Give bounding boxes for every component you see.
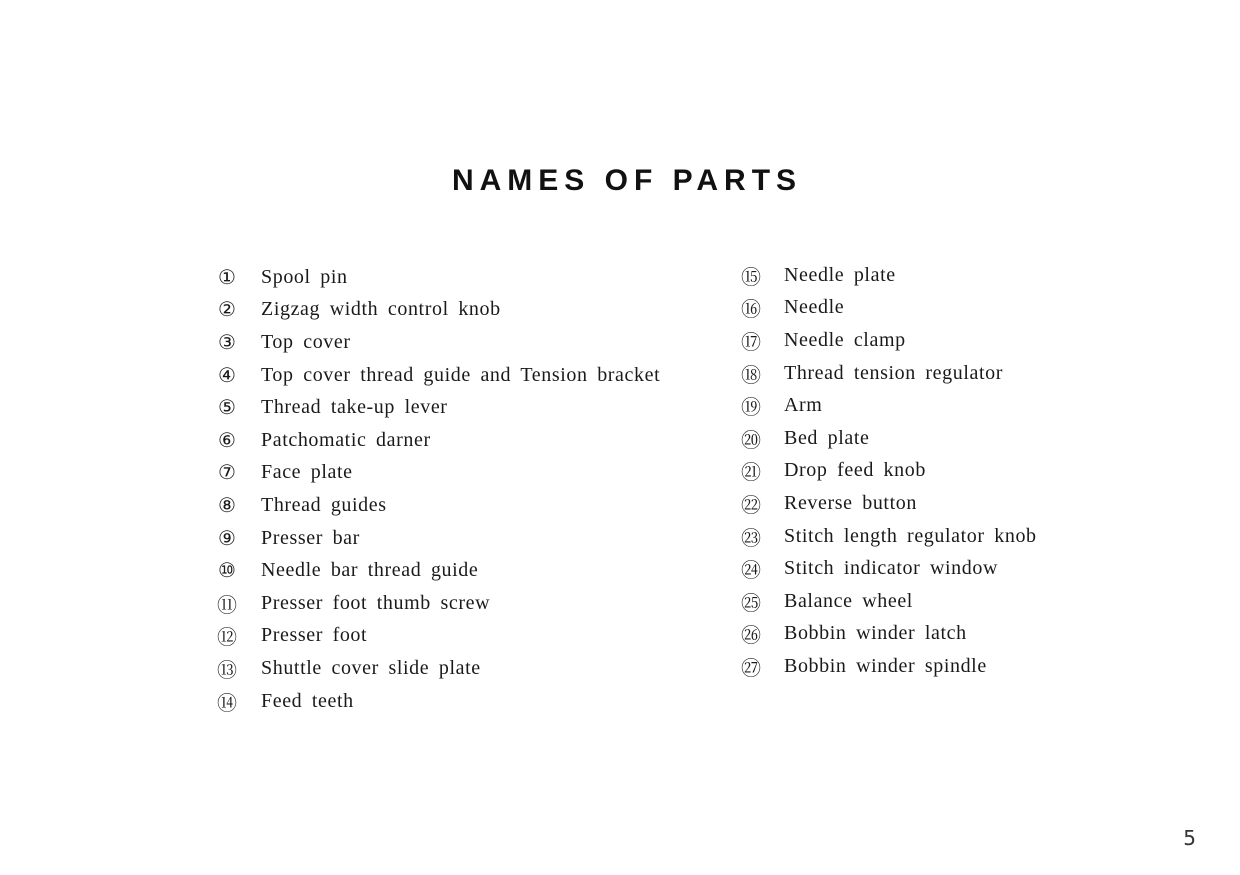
part-name: Patchomatic darner xyxy=(261,428,431,451)
part-list-item xyxy=(740,520,1037,553)
part-list-item xyxy=(740,618,1037,651)
part-number: ⑭ xyxy=(217,692,237,715)
part-name: Reverse button xyxy=(784,491,917,514)
part-name: Drop feed knob xyxy=(784,459,926,482)
part-number: ㉕ xyxy=(741,592,761,615)
part-name: Face plate xyxy=(261,461,353,484)
part-list-item xyxy=(216,587,660,620)
page-title: NAMES OF PARTS xyxy=(451,164,803,197)
part-list-item xyxy=(740,292,1037,325)
part-list-item xyxy=(740,487,1037,520)
part-list-item xyxy=(740,650,1037,683)
part-name: Presser foot xyxy=(261,624,368,647)
part-list-item xyxy=(216,326,660,359)
part-number: ㉒ xyxy=(741,494,761,517)
part-number: ⑫ xyxy=(217,627,237,650)
part-name: Bobbin winder spindle xyxy=(784,654,987,677)
part-name: Zigzag width control knob xyxy=(261,298,501,321)
part-list-item xyxy=(740,389,1037,422)
part-name: Presser bar xyxy=(261,526,360,549)
part-list-item xyxy=(740,422,1037,455)
part-list-item xyxy=(216,294,660,327)
part-name: Bed plate xyxy=(784,426,870,449)
part-number: ③ xyxy=(218,331,236,354)
part-number: ㉑ xyxy=(741,462,761,485)
part-name: Thread take-up lever xyxy=(261,396,448,419)
part-number: ⑬ xyxy=(217,659,237,682)
part-number: ⑩ xyxy=(218,560,236,583)
part-number: ⑧ xyxy=(218,494,236,517)
part-number: ⑨ xyxy=(218,527,236,550)
part-list-item xyxy=(216,652,660,685)
part-number: ⑤ xyxy=(218,397,236,420)
part-number: ② xyxy=(218,299,236,322)
part-number: ⑦ xyxy=(218,462,236,485)
part-list-item xyxy=(740,455,1037,488)
part-number: ⑮ xyxy=(741,266,761,289)
part-list-item xyxy=(740,585,1037,618)
part-name: Needle plate xyxy=(784,263,896,286)
part-name: Thread guides xyxy=(261,493,387,516)
part-name: Bobbin winder latch xyxy=(784,622,967,645)
part-number: ① xyxy=(218,266,236,289)
part-list-item xyxy=(216,359,660,392)
part-number: ④ xyxy=(218,364,236,387)
part-number: ㉗ xyxy=(741,657,761,680)
part-number: ⑥ xyxy=(218,429,236,452)
part-name: Top cover thread guide and Tension bracket xyxy=(261,363,661,386)
part-number: ㉓ xyxy=(741,527,761,550)
part-list-item xyxy=(216,391,660,424)
page-number: 5 xyxy=(1183,826,1196,850)
part-list-item xyxy=(216,522,660,555)
part-number: ㉖ xyxy=(741,625,761,648)
part-number: ⑱ xyxy=(741,364,761,387)
part-number: ⑳ xyxy=(741,429,761,452)
part-name: Stitch length regulator knob xyxy=(784,524,1037,547)
part-number: ⑰ xyxy=(741,331,761,354)
part-name: Feed teeth xyxy=(261,689,354,712)
part-list-item xyxy=(216,424,660,457)
part-name: Spool pin xyxy=(261,265,348,288)
part-list-item xyxy=(740,324,1037,357)
part-number: ⑲ xyxy=(741,397,761,420)
part-name: Needle clamp xyxy=(784,328,906,351)
part-list-item xyxy=(216,457,660,490)
part-name: Stitch indicator window xyxy=(784,557,998,580)
parts-list-right xyxy=(740,259,1037,683)
part-name: Balance wheel xyxy=(784,589,913,612)
part-list-item xyxy=(216,489,660,522)
part-name: Thread tension regulator xyxy=(784,361,1003,384)
part-list-item xyxy=(740,357,1037,390)
part-name: Needle xyxy=(784,296,845,319)
part-name: Presser foot thumb screw xyxy=(261,591,491,614)
part-list-item xyxy=(216,554,660,587)
part-list-item xyxy=(740,259,1037,292)
part-name: Needle bar thread guide xyxy=(261,559,479,582)
part-number: ⑯ xyxy=(741,299,761,322)
part-number: ⑪ xyxy=(217,594,237,617)
part-list-item xyxy=(216,620,660,653)
part-list-item xyxy=(216,261,660,294)
part-name: Shuttle cover slide plate xyxy=(261,656,481,679)
part-name: Top cover xyxy=(261,330,351,353)
part-number: ㉔ xyxy=(741,560,761,583)
part-list-item xyxy=(216,685,660,718)
part-list-item xyxy=(740,552,1037,585)
parts-list-left xyxy=(216,261,660,717)
part-name: Arm xyxy=(784,394,823,417)
